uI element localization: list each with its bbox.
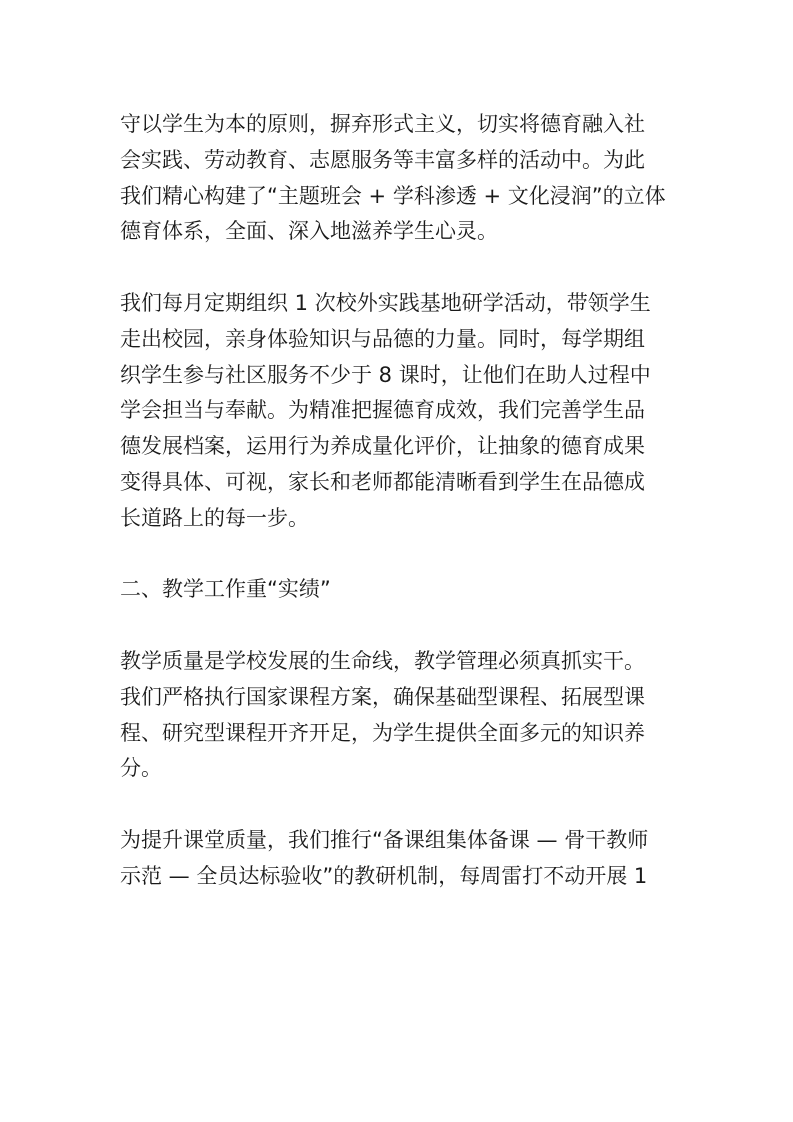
paragraph-spacer — [120, 787, 680, 823]
text-line: 教学质量是学校发展的生命线，教学管理必须真抓实干。 — [120, 648, 645, 673]
paragraph-spacer — [120, 250, 680, 286]
text-line: 走出校园，亲身体验知识与品德的力量。同时，每学期组 — [120, 326, 645, 351]
paragraph-teaching-research — [120, 823, 680, 895]
document-body — [120, 107, 680, 895]
text-line: 会实践、劳动教育、志愿服务等丰富多样的活动中。为此 — [120, 147, 645, 172]
text-line: 分。 — [120, 756, 162, 781]
text-line: 我们精心构建了“主题班会 + 学科渗透 + 文化浸润”的立体 — [120, 183, 666, 208]
text-line: 德发展档案，运用行为养成量化评价，让抽象的德育成果 — [120, 434, 645, 459]
paragraph-spacer — [120, 537, 680, 573]
text-line: 我们每月定期组织 1 次校外实践基地研学活动，带领学生 — [120, 290, 651, 315]
paragraph-moral-education-system — [120, 107, 680, 250]
text-line: 织学生参与社区服务不少于 8 课时，让他们在助人过程中 — [120, 362, 651, 387]
text-line: 变得具体、可视，家长和老师都能清晰看到学生在品德成 — [120, 469, 645, 494]
paragraph-teaching-quality — [120, 644, 680, 787]
text-line: 学会担当与奉献。为精准把握德育成效，我们完善学生品 — [120, 398, 645, 423]
text-line: 德育体系，全面、深入地滋养学生心灵。 — [120, 219, 498, 244]
text-line: 我们严格执行国家课程方案，确保基础型课程、拓展型课 — [120, 684, 645, 709]
text-line: 守以学生为本的原则，摒弃形式主义，切实将德育融入社 — [120, 112, 645, 136]
section-heading-teaching — [120, 572, 680, 608]
text-line: 长道路上的每一步。 — [120, 505, 309, 530]
text-line: 程、研究型课程开齐开足，为学生提供全面多元的知识养 — [120, 720, 645, 745]
heading-line: 二、教学工作重“实绩” — [120, 577, 331, 602]
text-line: 示范 — 全员达标验收”的教研机制，每周雷打不动开展 1 — [120, 863, 648, 888]
paragraph-practice-activities — [120, 286, 680, 537]
paragraph-spacer — [120, 608, 680, 644]
text-line: 为提升课堂质量，我们推行“备课组集体备课 — 骨干教师 — [120, 827, 649, 852]
